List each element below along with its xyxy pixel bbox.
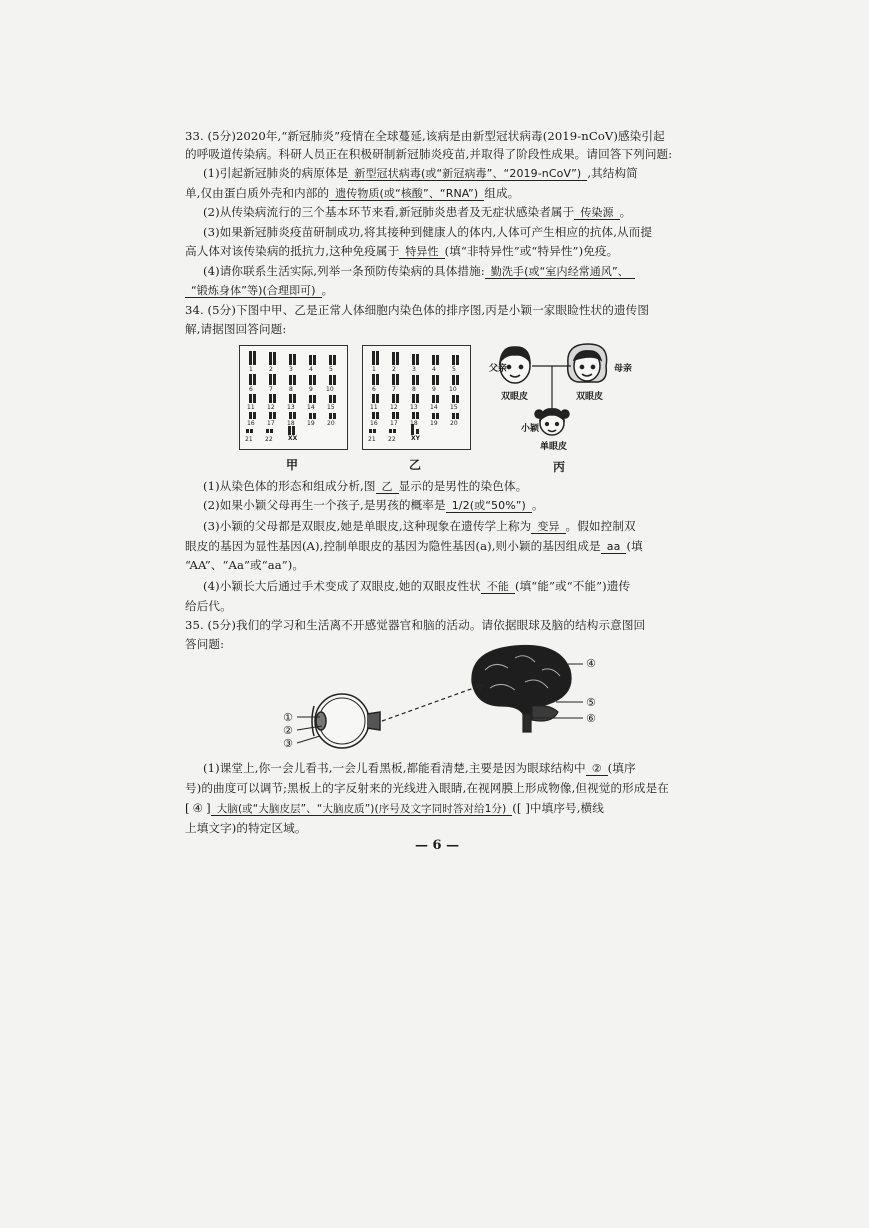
q35-answer2-num: ④: [192, 801, 204, 815]
q33-sub3-cont: [185, 243, 618, 260]
q34-sub2-text: (2)如果小颖父母再生一个孩子,是男孩的概率是: [203, 498, 446, 512]
q35-sub1-cont: 号)的曲度可以调节;黑板上的字反射来的光线进入眼睛,在视网膜上形成物像,但视觉的形成是在: [185, 781, 669, 795]
daughter-name-label: 小颖: [521, 424, 540, 434]
q34-sub3-cont2: “AA”、“Aa”或“aa”)。: [185, 558, 305, 572]
eye-marker-3: ③: [283, 737, 293, 750]
q34-sub3-cont: [185, 538, 643, 555]
fig-label-jia: 甲: [286, 458, 299, 472]
q35-line1: 35. (5分)我们的学习和生活离不开感觉器官和脑的活动。请依据眼球及脑的结构示意图回: [185, 618, 646, 632]
q34-answer1: 乙: [376, 480, 399, 494]
svg-text:8: 8: [289, 386, 293, 393]
q33-sub2-text-b: 。: [619, 205, 632, 219]
svg-text:3: 3: [412, 366, 416, 373]
svg-text:10: 10: [449, 386, 457, 393]
father-label: 父亲: [489, 364, 508, 374]
svg-text:1: 1: [372, 366, 376, 373]
svg-text:21: 21: [245, 436, 253, 443]
svg-text:17: 17: [390, 420, 398, 427]
q34-sub1: [203, 478, 527, 495]
q34-sub3-text-b: 。假如控制双: [565, 519, 636, 533]
svg-text:16: 16: [247, 420, 255, 427]
q34-sub3-text-c: 眼皮的基因为显性基因(A),控制单眼皮的基因为隐性基因(a),则小颖的基因组成是: [185, 539, 601, 553]
optic-pathway-line: [382, 684, 485, 721]
q33-sub3-text: 高人体对该传染病的抵抗力,这种免疫属于: [185, 244, 400, 258]
svg-text:11: 11: [247, 404, 255, 411]
q33-sub1: [203, 165, 638, 182]
karyotype-jia-chromosomes: [240, 346, 347, 449]
q33-sub3: (3)如果新冠肺炎疫苗研制成功,将其接种到健康人的体内,人体可产生相应的抗体,从而提: [203, 225, 653, 239]
mother-trait-label: 双眼皮: [576, 392, 604, 402]
q34-answer3: 变异: [531, 520, 565, 534]
q34-answer3b: aa: [601, 540, 627, 554]
q34-line2: 解,请据图回答问题:: [185, 322, 287, 336]
q33-sub2-text: (2)从传染病流行的三个基本环节来看,新冠肺炎患者及无症状感染者属于: [203, 205, 575, 219]
svg-text:4: 4: [432, 366, 436, 373]
q34-sub2: [203, 497, 544, 514]
karyotype-yi-panel: [362, 345, 471, 450]
q35-answer2-text: 大脑(或“大脑皮层”、“大脑皮质”)(序号及文字同时答对给1分): [211, 803, 513, 816]
q34-sub3-text-d: (填: [626, 539, 643, 553]
q35-sub1-text-f: ([ ]中填序号,横线: [512, 801, 604, 815]
eye-marker-1: ①: [283, 711, 293, 724]
svg-text:14: 14: [430, 404, 438, 411]
svg-text:1: 1: [249, 366, 253, 373]
karyotype-jia-sex-label: XX: [288, 435, 298, 442]
q35-bracket-close: ]: [206, 801, 211, 815]
daughter-trait-label: 单眼皮: [540, 442, 568, 452]
svg-text:4: 4: [309, 366, 313, 373]
q33-line2: 的呼吸道传染病。科研人员正在积极研制新冠肺炎疫苗,并取得了阶段性成果。请回答下列问题:: [185, 147, 673, 161]
karyotype-yi-chromosomes: [363, 346, 470, 449]
q33-answer1: 新型冠状病毒(或“新冠病毒”、“2019-nCoV”): [348, 167, 587, 181]
q34-sub4: [203, 578, 630, 595]
q34-answer2: 1/2(或“50%”): [446, 499, 532, 513]
svg-text:12: 12: [267, 404, 275, 411]
svg-text:15: 15: [450, 404, 458, 411]
svg-text:17: 17: [267, 420, 275, 427]
svg-text:22: 22: [265, 436, 273, 443]
svg-text:13: 13: [287, 404, 295, 411]
svg-text:9: 9: [432, 386, 436, 393]
father-trait-label: 双眼皮: [501, 392, 529, 402]
svg-text:19: 19: [430, 420, 438, 427]
q34-sub4-cont: 给后代。: [185, 599, 232, 613]
brain-marker-6: ⑥: [586, 712, 596, 725]
q33-sub3-text-c: (填“非特异性”或“特异性”)免疫。: [444, 244, 619, 258]
eye-marker-2: ②: [283, 724, 293, 737]
svg-text:9: 9: [309, 386, 313, 393]
svg-text:6: 6: [249, 386, 253, 393]
svg-text:7: 7: [392, 386, 396, 393]
q33-sub4-text-b: 。: [321, 283, 334, 297]
q34-sub3: [203, 518, 636, 535]
svg-text:16: 16: [370, 420, 378, 427]
q35-sub1-cont3: 上填文字)的特定区域。: [185, 821, 307, 835]
q33-answer1b: 遗传物质(或“核酸”、“RNA”): [329, 187, 484, 201]
svg-text:3: 3: [289, 366, 293, 373]
brain-marker-5: ⑤: [586, 696, 596, 709]
svg-text:18: 18: [287, 420, 295, 427]
karyotype-yi-sex-label: XY: [411, 435, 420, 442]
page-number: — 6 —: [415, 838, 460, 853]
svg-text:5: 5: [329, 366, 333, 373]
q35-line2: 答问题:: [185, 637, 225, 651]
svg-text:2: 2: [269, 366, 273, 373]
q34-line1: 34. (5分)下图中甲、乙是正常人体细胞内染色体的排序图,丙是小颖一家眼睑性状的遗传图: [185, 303, 650, 317]
svg-text:10: 10: [326, 386, 334, 393]
svg-text:12: 12: [390, 404, 398, 411]
eye-brain-diagram: [280, 640, 610, 755]
svg-text:11: 11: [370, 404, 378, 411]
q33-sub4-text: (4)请你联系生活实际,列举一条预防传染病的具体措施:: [203, 264, 485, 278]
q33-sub1-cont: [185, 185, 519, 202]
q33-sub1-text-d: 组成。: [484, 186, 520, 200]
q33-sub4: [203, 263, 635, 280]
svg-text:18: 18: [410, 420, 418, 427]
svg-text:22: 22: [388, 436, 396, 443]
svg-text:21: 21: [368, 436, 376, 443]
q34-sub3-text: (3)小颖的父母都是双眼皮,她是单眼皮,这种现象在遗传学上称为: [203, 519, 532, 533]
brain-marker-4: ④: [586, 657, 596, 670]
svg-text:6: 6: [372, 386, 376, 393]
q34-sub1-text-b: 显示的是男性的染色体。: [398, 479, 528, 493]
daughter-face-icon: [535, 409, 569, 435]
q35-sub1: [203, 760, 636, 777]
q33-sub1-text-c: 单,仅由蛋白质外壳和内部的: [185, 186, 330, 200]
q34-sub2-text-b: 。: [531, 498, 544, 512]
fig-label-yi: 乙: [409, 458, 422, 472]
svg-text:19: 19: [307, 420, 315, 427]
svg-text:7: 7: [269, 386, 273, 393]
brain-icon: [472, 646, 571, 733]
q33-sub2: [203, 204, 631, 221]
svg-text:8: 8: [412, 386, 416, 393]
fig-label-bing: 丙: [553, 460, 566, 474]
q33-sub1-text-b: ,其结构简: [587, 166, 638, 180]
q34-sub4-text-b: (填“能”或“不能”)遗传: [514, 579, 631, 593]
q33-line1: 33. (5分)2020年,“新冠肺炎”疫情在全球蔓延,该病是由新型冠状病毒(2019-nCoV)感染引起: [185, 129, 665, 143]
q34-sub1-text: (1)从染色体的形态和组成分析,图: [203, 479, 376, 493]
q35-bracket-open: [: [185, 801, 190, 815]
q33-sub1-text: (1)引起新冠肺炎的病原体是: [203, 166, 349, 180]
q33-answer3: 特异性: [399, 245, 444, 259]
svg-text:15: 15: [327, 404, 335, 411]
eyeball-icon: [312, 694, 380, 748]
svg-text:20: 20: [327, 420, 335, 427]
q35-answer1: ②: [586, 762, 608, 776]
q34-sub4-text: (4)小颖长大后通过手术变成了双眼皮,她的双眼皮性状: [203, 579, 481, 593]
q33-answer4b: “锻炼身体”等)(合理即可): [185, 284, 322, 298]
q35-sub1-text-b: (填序: [607, 761, 636, 775]
mother-face-icon: [568, 344, 607, 382]
svg-text:20: 20: [450, 420, 458, 427]
q33-answer2: 传染源: [574, 206, 619, 220]
q35-sub1-cont2: [185, 800, 604, 817]
svg-text:5: 5: [452, 366, 456, 373]
svg-text:13: 13: [410, 404, 418, 411]
karyotype-jia-panel: [239, 345, 348, 450]
svg-text:2: 2: [392, 366, 396, 373]
mother-label: 母亲: [614, 364, 633, 374]
q33-answer4: 勤洗手(或“室内经常通风”、: [485, 265, 635, 279]
svg-text:14: 14: [307, 404, 315, 411]
q35-sub1-text: (1)课堂上,你一会儿看书,一会儿看黑板,都能看清楚,主要是因为眼球结构中: [203, 761, 586, 775]
q34-answer4: 不能: [481, 580, 515, 594]
q33-sub4-cont: [185, 282, 333, 299]
